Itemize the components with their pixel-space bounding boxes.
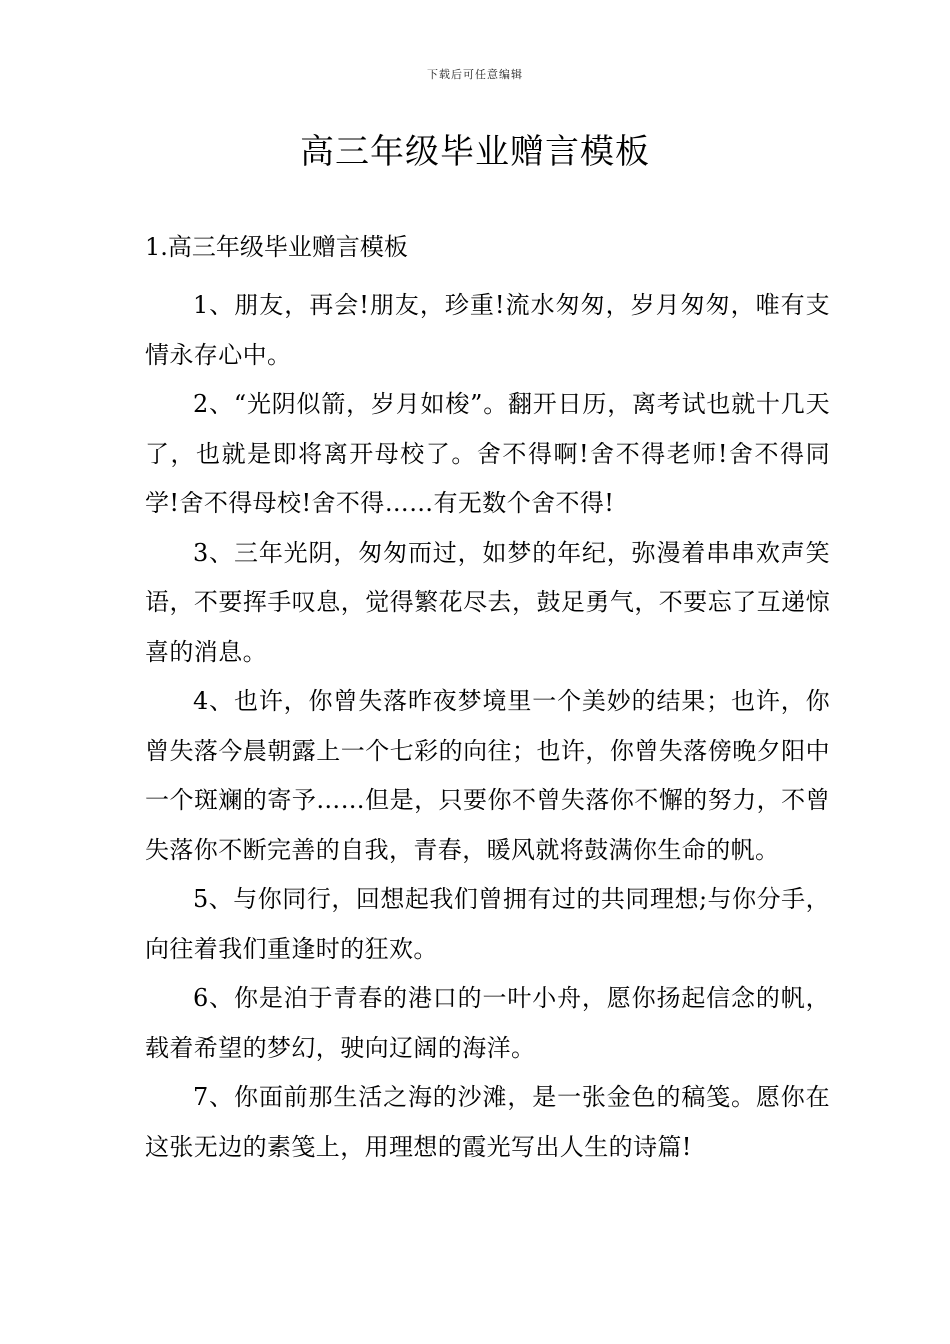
paragraph-7: 7、你面前那生活之海的沙滩，是一张金色的稿笺。愿你在这张无边的素笺上，用理想的霞光写出人生的诗篇! <box>145 1083 830 1161</box>
paragraph-2: 2、“光阴似箭，岁月如梭”。翻开日历，离考试也就十几天了，也就是即将离开母校了。舍不得啊!舍不得老师!舍不得同学!舍不得母校!舍不得……有无数个舍不得! <box>145 390 830 517</box>
document-body <box>145 281 830 1172</box>
paragraph-5: 5、与你同行，回想起我们曾拥有过的共同理想;与你分手，向往着我们重逢时的狂欢。 <box>145 885 830 963</box>
paragraph-4: 4、也许，你曾失落昨夜梦境里一个美妙的结果；也许，你曾失落今晨朝露上一个七彩的向往；也许，你曾失落傍晚夕阳中一个斑斓的寄予……但是，只要你不曾失落你不懈的努力，不曾失落你不断完善的自我，青春，暖风就将鼓满你生命的帆。 <box>145 687 830 864</box>
paragraph-1: 1、朋友，再会!朋友，珍重!流水匆匆，岁月匆匆，唯有支情永存心中。 <box>145 291 830 369</box>
document-title: 高三年级毕业赠言模板 <box>300 132 650 172</box>
paragraph-3: 3、三年光阴，匆匆而过，如梦的年纪，弥漫着串串欢声笑语，不要挥手叹息，觉得繁花尽去，鼓足勇气，不要忘了互递惊喜的消息。 <box>145 538 830 666</box>
section-heading: 1.高三年级毕业赠言模板 <box>145 233 408 261</box>
paragraph-6: 6、你是泊于青春的港口的一叶小舟，愿你扬起信念的帆，载着希望的梦幻，驶向辽阔的海洋。 <box>145 984 830 1062</box>
header-note: 下载后可任意编辑 <box>427 68 523 81</box>
